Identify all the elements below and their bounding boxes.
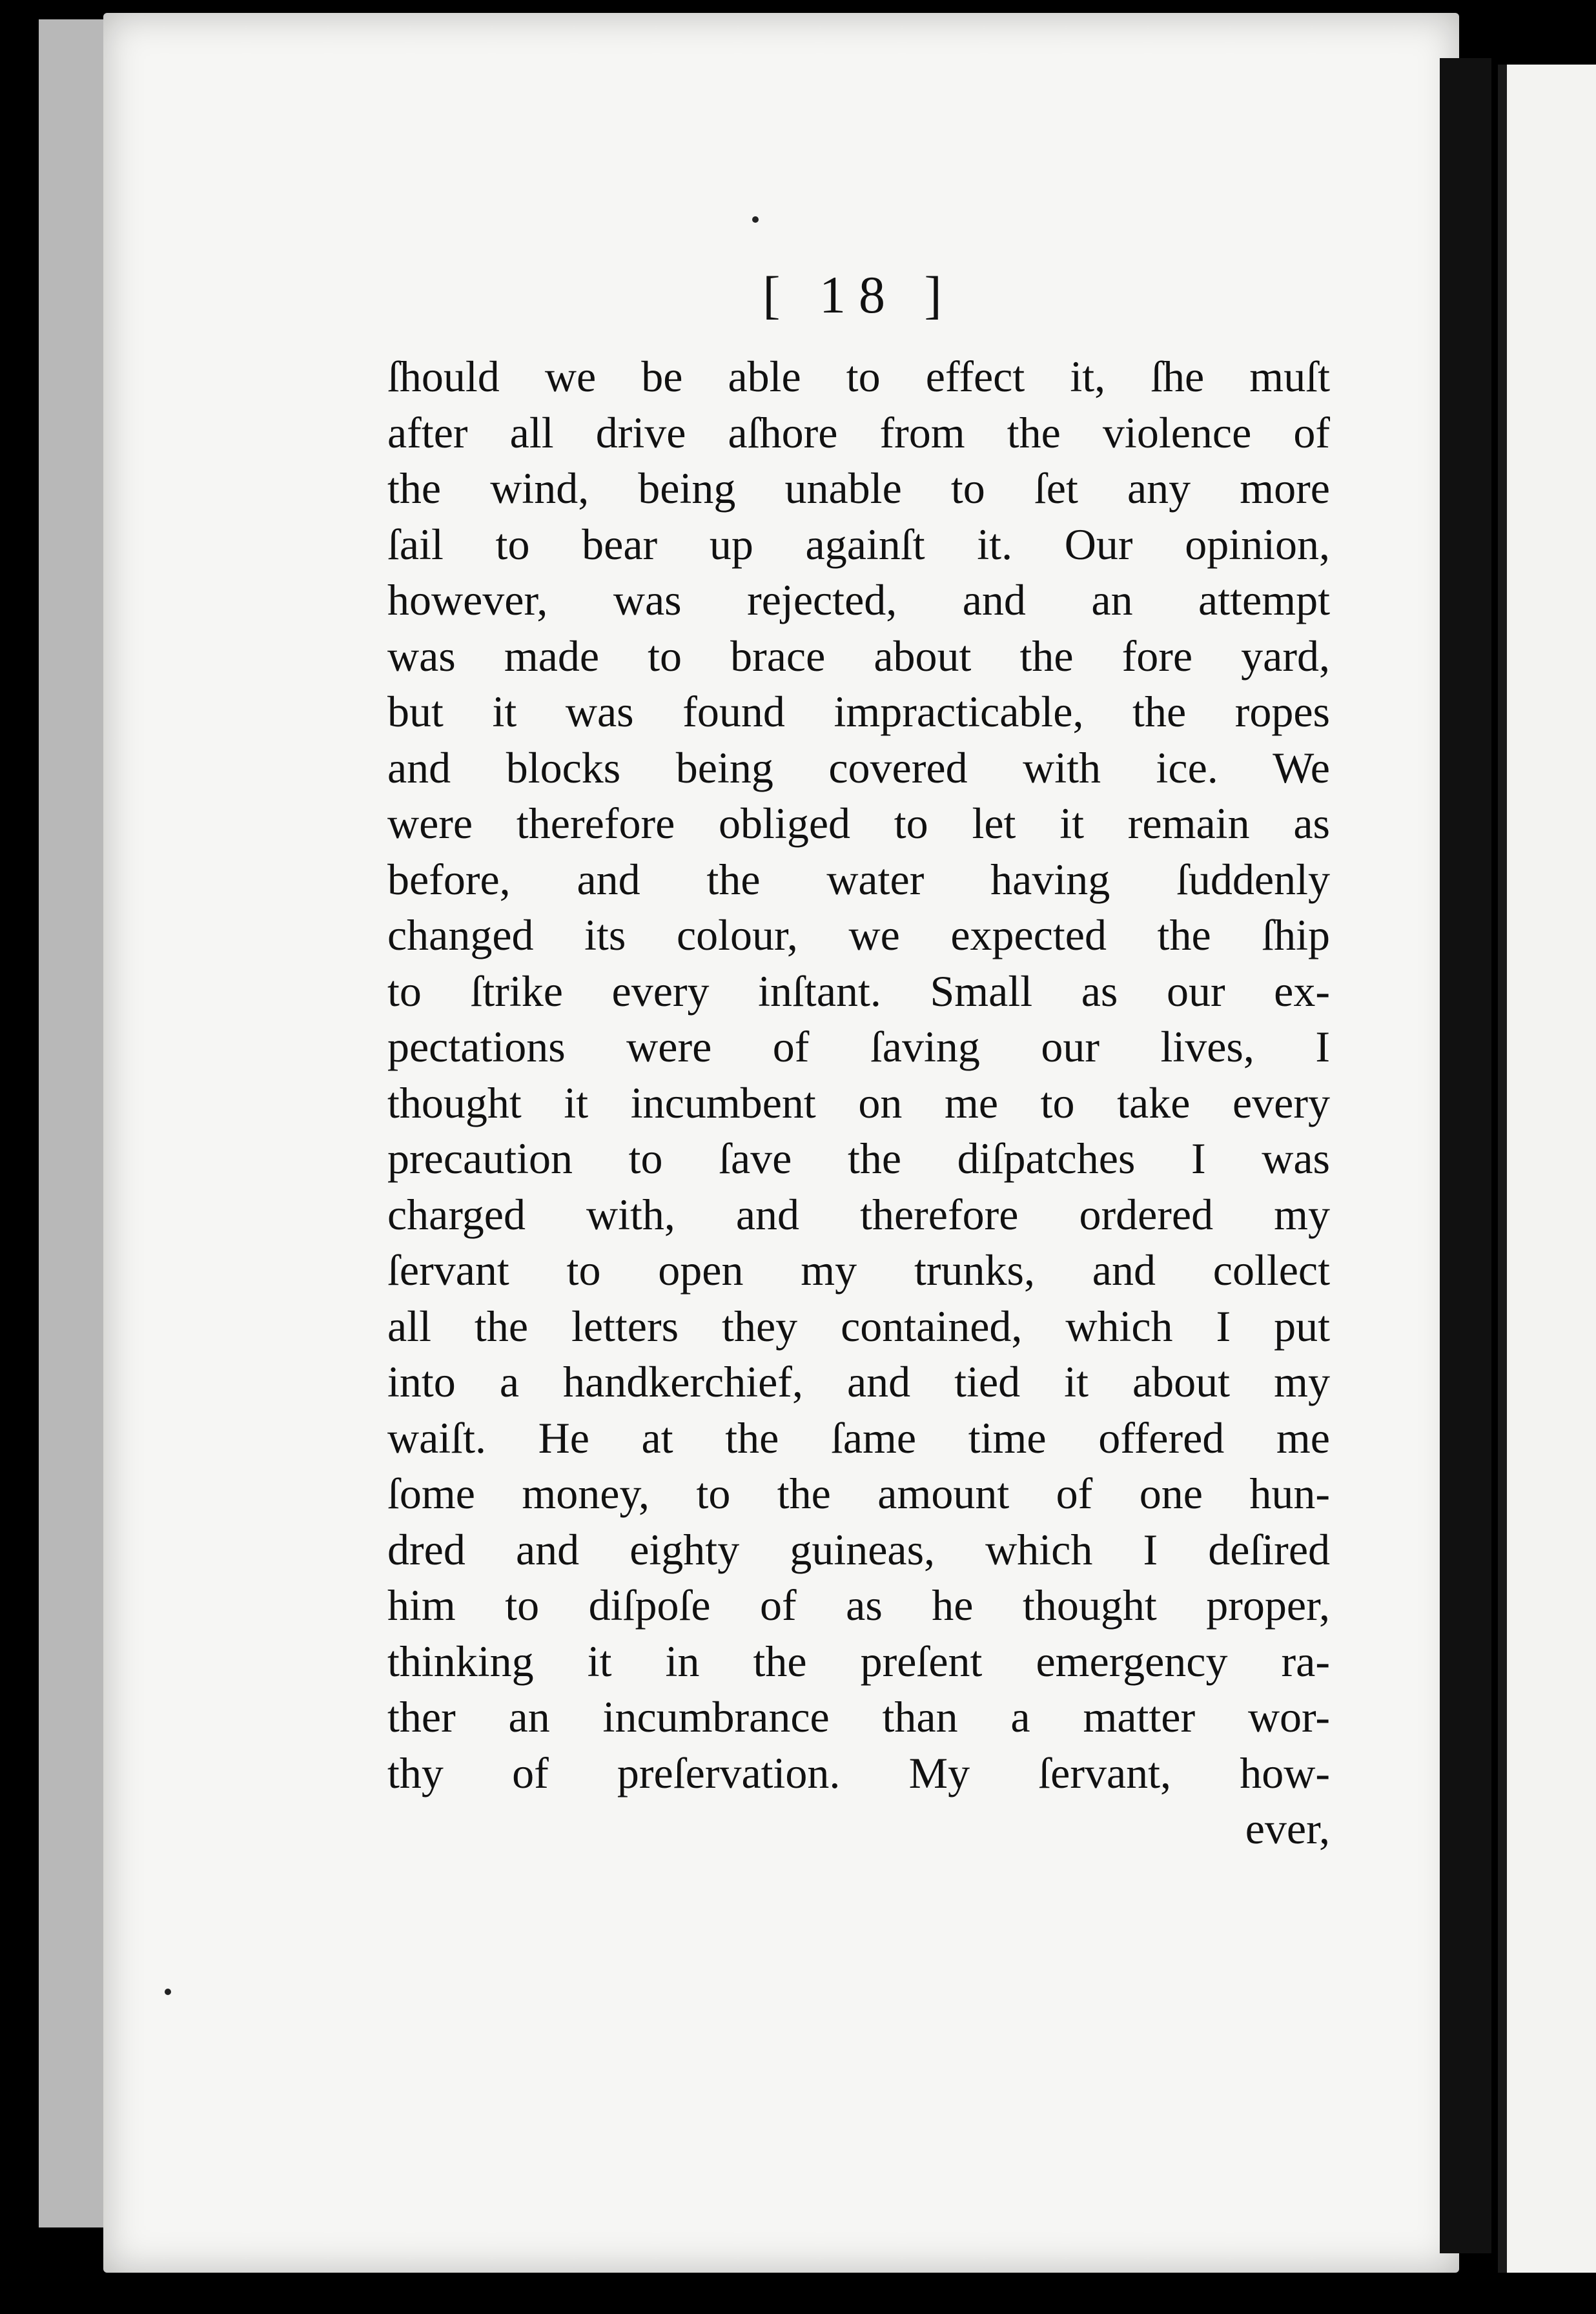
text-line: and blocks being covered with ice. We xyxy=(387,742,1330,792)
text-line: ther an incumbrance than a matter wor- xyxy=(387,1692,1330,1741)
text-line: ſome money, to the amount of one hun- xyxy=(387,1469,1330,1518)
text-line: to ſtrike every inſtant. Small as our ex- xyxy=(387,966,1330,1016)
ink-speck xyxy=(752,216,759,223)
text-line: however, was rejected, and an attempt xyxy=(387,575,1330,624)
text-line: ſhould we be able to effect it, ſhe muſt xyxy=(387,352,1330,401)
ink-speck xyxy=(165,1989,171,1995)
catchword: ever, xyxy=(1245,1804,1330,1853)
text-line: precaution to ſave the diſpatches I was xyxy=(387,1134,1330,1183)
text-line: him to diſpoſe of as he thought proper, xyxy=(387,1581,1330,1630)
body-text xyxy=(387,349,1330,1857)
text-line: thought it incumbent on me to take every xyxy=(387,1078,1330,1127)
text-line: but it was found impracticable, the ropes xyxy=(387,687,1330,736)
adjacent-page-edge xyxy=(1498,65,1596,2273)
text-line: charged with, and therefore ordered my xyxy=(387,1189,1330,1239)
text-line: after all drive aſhore from the violence of xyxy=(387,407,1330,457)
text-line: changed its colour, we expected the ſhip xyxy=(387,910,1330,959)
text-line: was made to brace about the fore yard, xyxy=(387,631,1330,681)
text-line: the wind, being unable to ſet any more xyxy=(387,464,1330,513)
text-line: waiſt. He at the ſame time offered me xyxy=(387,1413,1330,1462)
binding-shadow xyxy=(1440,58,1491,2253)
text-line: all the letters they contained, which I put xyxy=(387,1301,1330,1351)
text-line: were therefore obliged to let it remain as xyxy=(387,799,1330,848)
text-line: ſail to bear up againſt it. Our opinion, xyxy=(387,519,1330,569)
text-line: into a handkerchief, and tied it about my xyxy=(387,1357,1330,1406)
text-line: dred and eighty guineas, which I deſired xyxy=(387,1524,1330,1574)
text-line: thinking it in the preſent emergency ra- xyxy=(387,1636,1330,1686)
text-line: ſervant to open my trunks, and collect xyxy=(387,1245,1330,1295)
text-line: before, and the water having ſuddenly xyxy=(387,854,1330,904)
text-line: thy of preſervation. My ſervant, how- xyxy=(387,1748,1330,1797)
page-number: [ 18 ] xyxy=(762,265,955,324)
text-line: pectations were of ſaving our lives, I xyxy=(387,1022,1330,1071)
